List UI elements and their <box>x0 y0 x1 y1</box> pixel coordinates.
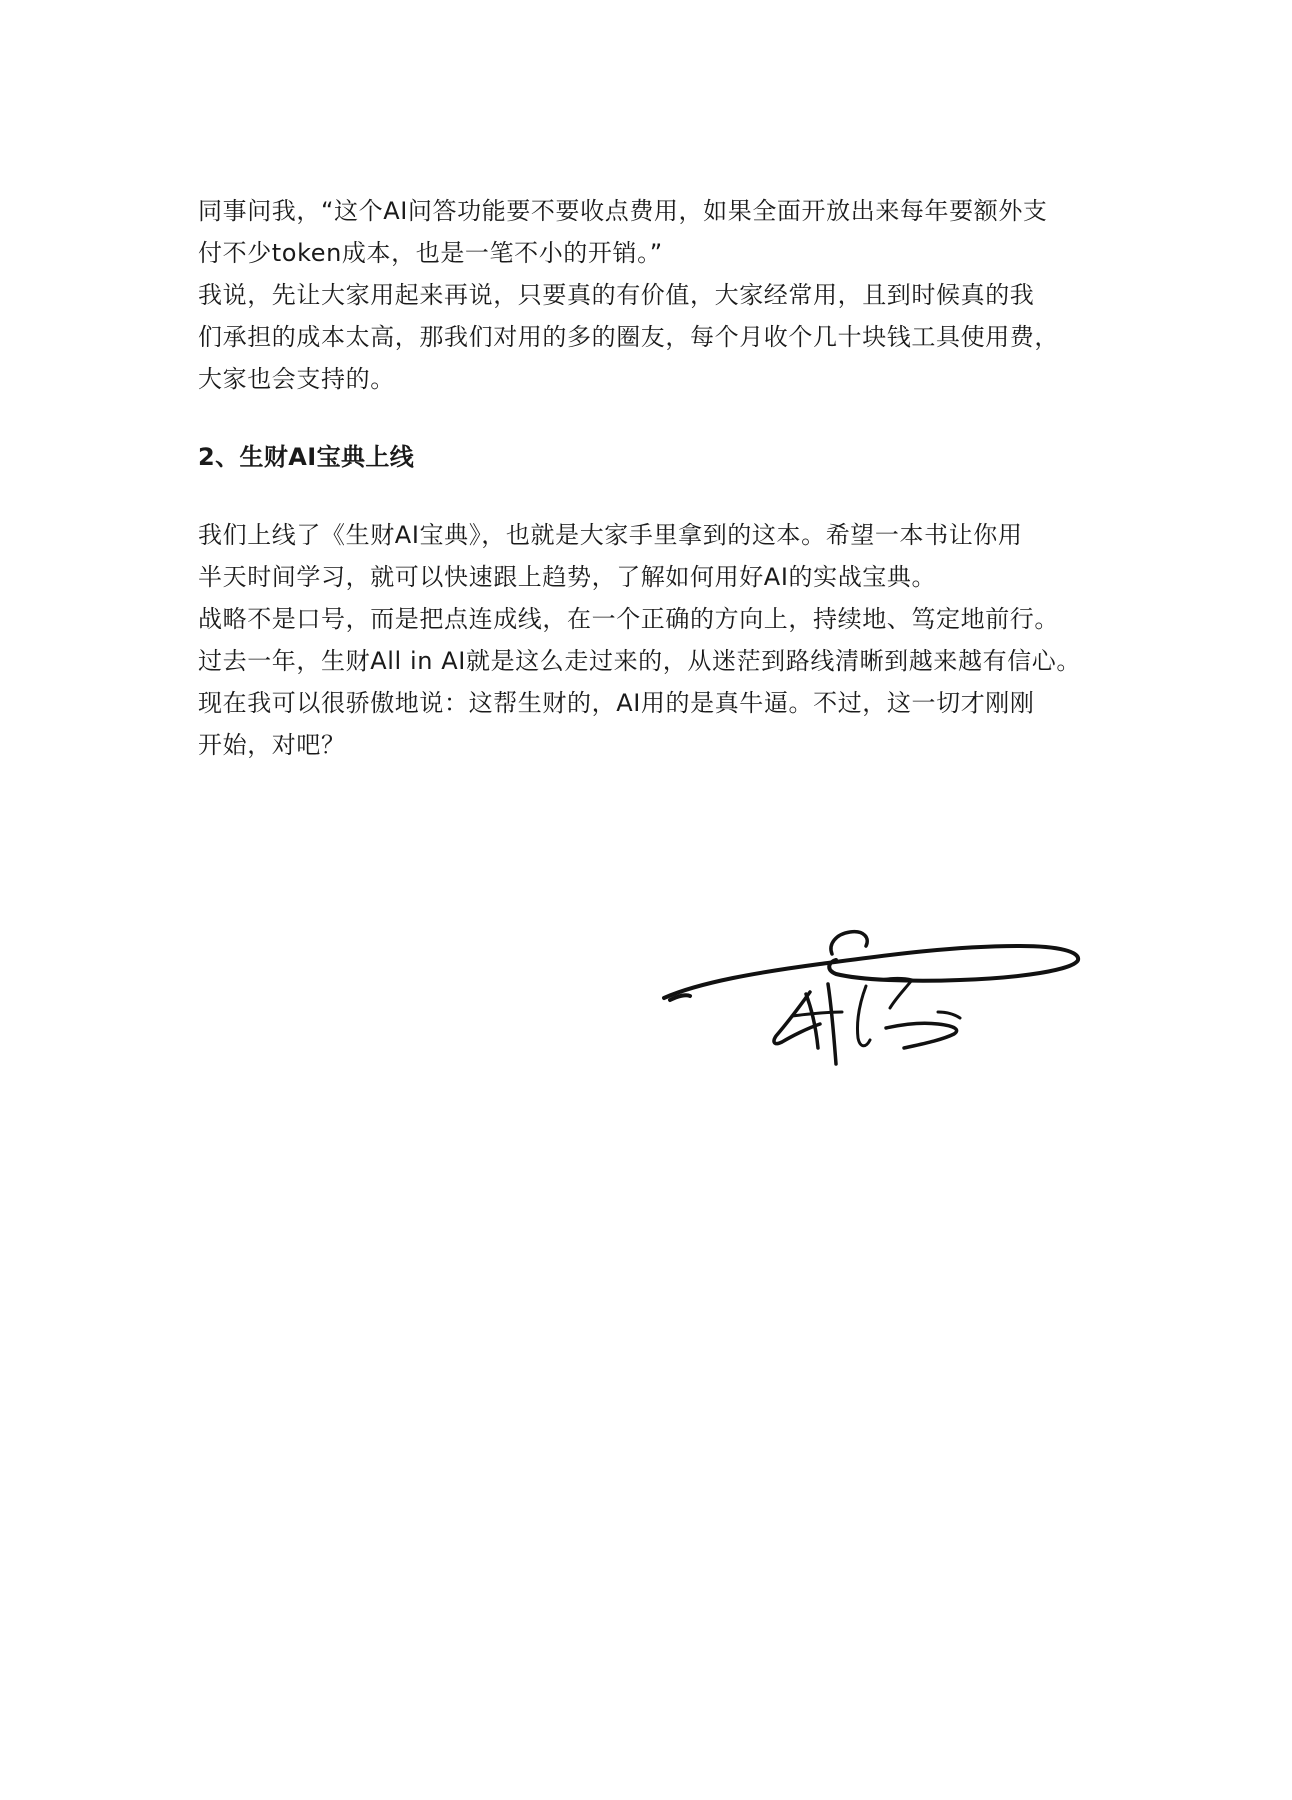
section-heading: 2、生财AI宝典上线 <box>198 443 415 471</box>
text-line: 大家也会支持的。 <box>198 365 395 393</box>
paragraph-past-year <box>198 640 1098 682</box>
paragraph-reply <box>198 274 1098 400</box>
paragraph-strategy <box>198 598 1098 640</box>
text-line: 现在我可以很骄傲地说：这帮生财的，AI用的是真牛逼。不过，这一切才刚刚 <box>198 689 1035 717</box>
spacer <box>198 400 1098 436</box>
text-line: 开始，对吧？ <box>198 731 346 759</box>
paragraph-colleague-question <box>198 190 1098 274</box>
paragraph-closing <box>198 682 1098 766</box>
spacer <box>198 478 1098 514</box>
document-body <box>198 190 1098 766</box>
paragraph-launch <box>198 514 1098 598</box>
text-line: 我说，先让大家用起来再说，只要真的有价值，大家经常用，且到时候真的我 <box>198 281 1035 309</box>
text-line: 过去一年，生财All in AI就是这么走过来的，从迷茫到路线清晰到越来越有信心。 <box>198 647 1081 675</box>
text-line: 们承担的成本太高，那我们对用的多的圈友，每个月收个几十块钱工具使用费， <box>198 323 1059 351</box>
text-line: 战略不是口号，而是把点连成线，在一个正确的方向上，持续地、笃定地前行。 <box>198 605 1059 633</box>
text-line: 半天时间学习，就可以快速跟上趋势，了解如何用好AI的实战宝典。 <box>198 563 937 591</box>
handwritten-signature-icon <box>660 920 1100 1080</box>
text-line: 我们上线了《生财AI宝典》，也就是大家手里拿到的这本。希望一本书让你用 <box>198 521 1023 549</box>
text-line: 付不少token成本，也是一笔不小的开销。” <box>198 239 663 267</box>
text-line: 同事问我，“这个AI问答功能要不要收点费用，如果全面开放出来每年要额外支 <box>198 197 1048 225</box>
